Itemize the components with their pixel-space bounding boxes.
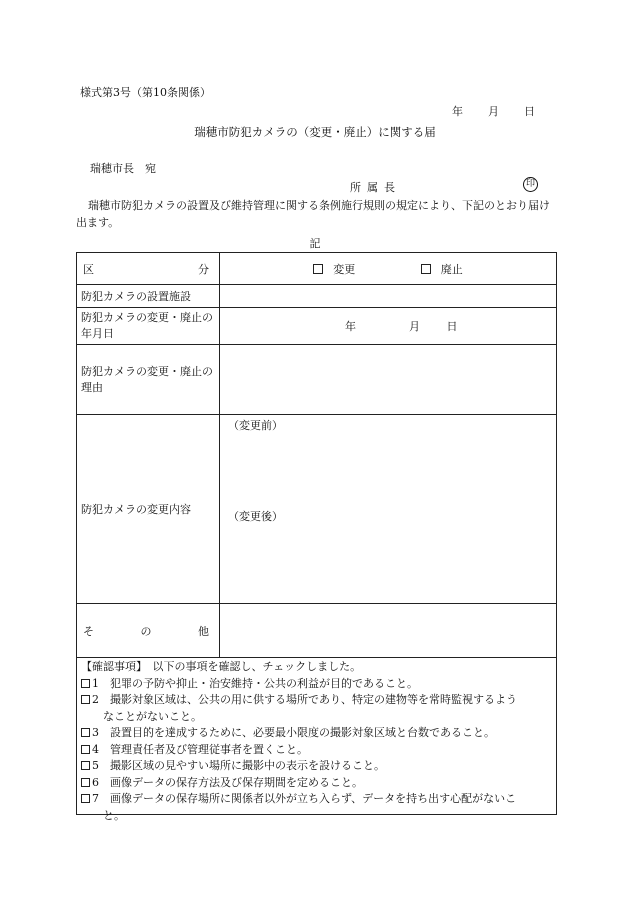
facility-label: 防犯カメラの設置施設 xyxy=(77,285,220,308)
checkbox-icon[interactable] xyxy=(81,728,90,737)
checkbox-icon[interactable] xyxy=(81,761,90,770)
row-reason xyxy=(77,345,557,415)
date-day: 日 xyxy=(524,105,535,118)
reason-field[interactable] xyxy=(220,345,557,415)
abolish-checkbox[interactable]: 廃止 xyxy=(421,261,463,277)
checkbox-icon xyxy=(421,264,431,274)
date-label: 防犯カメラの変更・廃止の年月日 xyxy=(77,308,220,345)
check-item-continued: なことがないこと。 xyxy=(103,709,202,723)
content-label: 防犯カメラの変更内容 xyxy=(77,415,220,604)
form-number: 様式第3号（第10条関係） xyxy=(80,86,211,99)
check-item[interactable]: 4 管理責任者及び管理従事者を置くこと。 xyxy=(81,742,552,759)
checkbox-icon[interactable] xyxy=(81,778,90,787)
checkbox-icon xyxy=(313,264,323,274)
document-title: 瑞穂市防犯カメラの（変更・廃止）に関する届 xyxy=(194,125,436,139)
after-label: （変更後） xyxy=(228,510,283,523)
row-facility xyxy=(77,285,557,308)
category-options xyxy=(220,253,557,285)
confirmation-section xyxy=(76,656,557,822)
date-month: 月 xyxy=(488,105,499,118)
department-head-label: 所属長 xyxy=(350,181,401,194)
check-item[interactable]: 7 画像データの保存場所に関係者以外が立ち入らず、データを持ち出す心配がないこ xyxy=(81,791,552,808)
checkbox-icon[interactable] xyxy=(81,794,90,803)
ki-label: 記 xyxy=(309,237,321,250)
date-line xyxy=(452,103,535,119)
check-item[interactable]: 2 撮影対象区域は、公共の用に供する場所であり、特定の建物等を常時監視するよう xyxy=(81,692,552,709)
other-field[interactable] xyxy=(220,604,557,658)
check-item[interactable]: 1 犯罪の予防や抑止・治安維持・公共の利益が目的であること。 xyxy=(81,676,552,693)
check-item[interactable]: 5 撮影区域の見やすい場所に撮影中の表示を設けること。 xyxy=(81,758,552,775)
row-other xyxy=(77,604,557,658)
checkbox-icon[interactable] xyxy=(81,679,90,688)
form-table xyxy=(76,252,557,658)
row-content xyxy=(77,415,557,604)
other-label: そ の 他 xyxy=(77,604,220,658)
row-date xyxy=(77,308,557,345)
checkbox-icon[interactable] xyxy=(81,745,90,754)
content-field[interactable] xyxy=(220,415,557,604)
category-label: 区 分 xyxy=(77,253,220,285)
addressee: 瑞穂市長 宛 xyxy=(90,162,156,175)
row-category xyxy=(77,253,557,285)
date-field[interactable]: 年 月 日 xyxy=(220,308,557,345)
before-label: （変更前） xyxy=(228,419,283,432)
confirmation-heading: 【確認事項】 以下の事項を確認し、チェックしました。 xyxy=(81,660,362,673)
date-year: 年 xyxy=(452,105,463,118)
reason-label: 防犯カメラの変更・廃止の理由 xyxy=(77,345,220,415)
intro-text: 瑞穂市防犯カメラの設置及び維持管理に関する条例施行規則の規定により、下記のとおり届け出ます。 xyxy=(76,199,550,229)
check-item-continued: と。 xyxy=(103,808,125,822)
check-item[interactable]: 3 設置目的を達成するために、必要最小限度の撮影対象区域と台数であること。 xyxy=(81,725,552,742)
change-checkbox[interactable]: 変更 xyxy=(313,261,355,277)
checkbox-icon[interactable] xyxy=(81,695,90,704)
check-item[interactable]: 6 画像データの保存方法及び保存期間を定めること。 xyxy=(81,775,552,792)
seal-icon: 印 xyxy=(523,177,538,192)
facility-field[interactable] xyxy=(220,285,557,308)
